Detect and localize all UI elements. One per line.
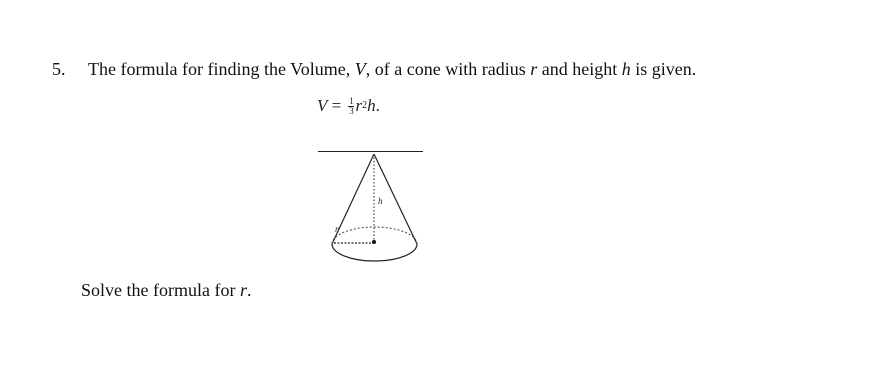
question-text-part: The formula for finding the Volume,	[88, 59, 355, 79]
fraction-denominator: 3	[349, 105, 354, 116]
solve-prompt	[81, 280, 251, 301]
question-text-part: is given.	[630, 59, 697, 79]
variable-h: h	[621, 59, 631, 79]
variable-v: V	[354, 59, 366, 79]
formula-equals: =	[327, 96, 346, 115]
formula-h: h	[367, 96, 376, 115]
volume-formula: V = $\frac{1}{3}$ r 2 h .	[317, 95, 380, 116]
solve-text: Solve the formula for	[81, 280, 240, 300]
variable-r: r	[530, 59, 538, 79]
cone-center-point	[372, 240, 376, 244]
formula-r: r	[355, 96, 363, 115]
cone-label-h: h	[378, 196, 383, 206]
formula-lhs: V	[317, 96, 328, 115]
cone-base-front	[332, 244, 417, 261]
solve-end: .	[246, 280, 252, 300]
formula-end: .	[375, 96, 380, 115]
question-text-part: , of a cone with radius	[365, 59, 531, 79]
formula-fraction	[348, 97, 354, 116]
solve-variable-r: r	[239, 280, 247, 300]
cone-diagram	[318, 152, 423, 270]
question-text-part: and height	[537, 59, 622, 79]
fraction-numerator: 1	[349, 95, 354, 106]
cone-label-r: r	[335, 224, 339, 234]
question-text	[88, 59, 696, 80]
question-number: 5.	[52, 59, 66, 79]
